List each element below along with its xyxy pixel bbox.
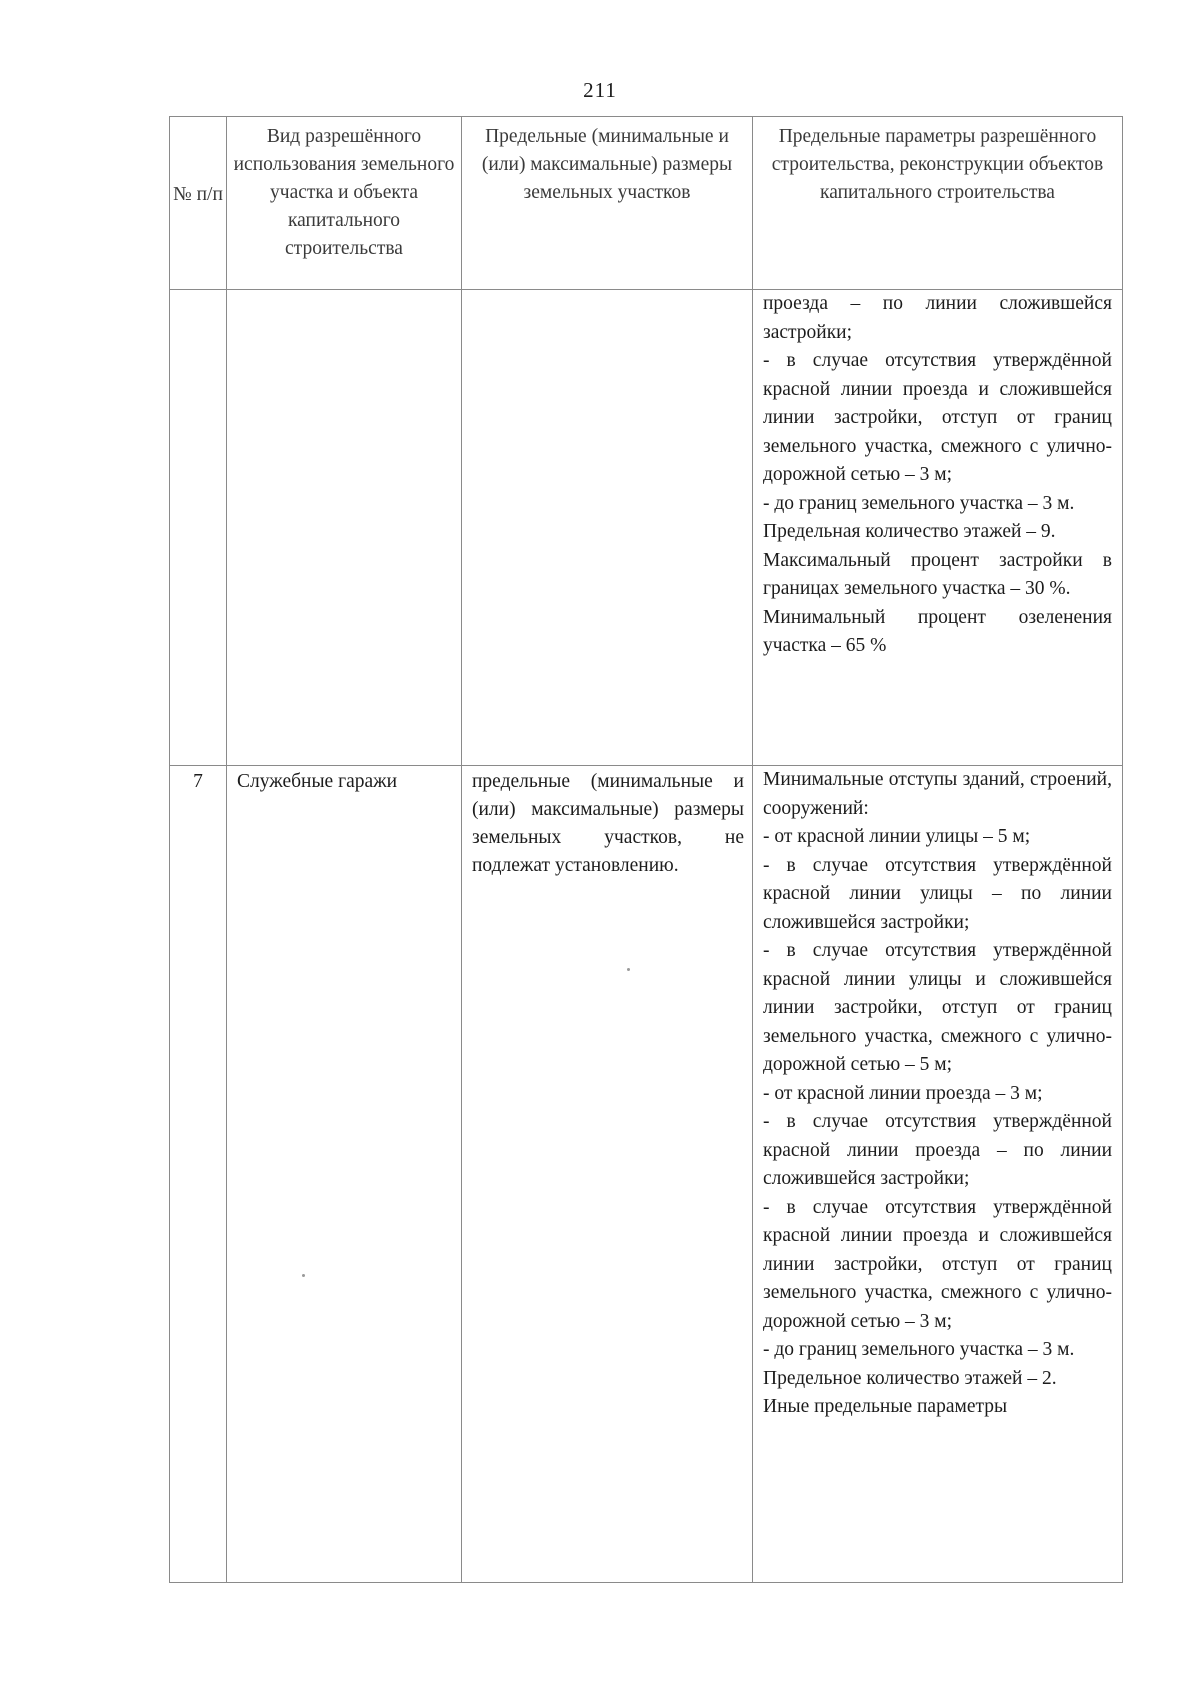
- header-number: [170, 117, 227, 290]
- cell-number-empty: [170, 290, 227, 766]
- plot-sizes-text: предельные (минимальные и (или) максимальные) размеры земельных участков, не подлежат установлению.: [472, 771, 744, 876]
- param-paragraph: Иные предельные параметры: [763, 1396, 1008, 1417]
- param-paragraph: - до границ земельного участка – 3 м.: [763, 1339, 1075, 1360]
- param-paragraph: Максимальный процент застройки в границах земельного участка – 30 %.: [763, 549, 1112, 599]
- cell-number: [170, 766, 227, 1583]
- table-row: [170, 766, 1123, 1583]
- header-use-type: [227, 117, 462, 290]
- use-type-text: Служебные гаражи: [237, 771, 398, 792]
- cell-use-empty: [227, 290, 462, 766]
- cell-use-type: [227, 766, 462, 1583]
- header-plot-sizes-label: Предельные (минимальные и (или) максимальные) размеры земельных участков: [481, 126, 733, 203]
- param-paragraph: - в случае отсутствия утверждённой красной линии проезда и сложившейся линии застройки, отступ от границ земельного участка, смежного с улично-дорожной сетью – 3 м;: [763, 1196, 1112, 1332]
- page-number: 211: [583, 78, 617, 102]
- scan-speck: [627, 968, 630, 971]
- param-paragraph: Предельное количество этажей – 2.: [763, 1367, 1057, 1389]
- table-header-row: [170, 117, 1123, 290]
- row-number: 7: [193, 771, 203, 792]
- header-parameters: [753, 117, 1123, 290]
- regulations-table: [169, 116, 1123, 1583]
- cell-plot-sizes: [462, 766, 753, 1583]
- param-paragraph: - в случае отсутствия утверждённой красной линии проезда и сложившейся линии застройки, отступ от границ земельного участка, смежного с улично-дорожной сетью – 3 м;: [763, 350, 1112, 485]
- param-paragraph: проезда – по линии сложившейся застройки;: [763, 293, 1112, 343]
- param-paragraph: - от красной линии проезда – 3 м;: [763, 1082, 1043, 1104]
- header-use-type-label: Вид разрешённого использования земельного участка и объекта капитального строительства: [233, 126, 455, 259]
- header-parameters-label: Предельные параметры разрешённого строительства, реконструкции объектов капитального строительства: [771, 126, 1104, 203]
- param-paragraph: Минимальный процент озеленения участка – 65 %: [763, 606, 1112, 656]
- param-paragraph: - в случае отсутствия утверждённой красной линии улицы – по линии сложившейся застройки;: [763, 854, 1112, 933]
- scan-speck: [302, 1274, 305, 1277]
- cell-sizes-empty: [462, 290, 753, 766]
- table-row-continuation: [170, 290, 1123, 766]
- param-paragraph: - в случае отсутствия утверждённой красной линии проезда – по линии сложившейся застройки;: [763, 1111, 1112, 1189]
- param-paragraph: - в случае отсутствия утверждённой красной линии улицы и сложившейся линии застройки, отступ от границ земельного участка, смежного с улично-дорожной сетью – 5 м;: [763, 940, 1112, 1075]
- cell-parameters-continuation: [753, 290, 1123, 766]
- param-paragraph: - от красной линии улицы – 5 м;: [763, 826, 1031, 847]
- header-plot-sizes: [462, 117, 753, 290]
- param-paragraph: Предельная количество этажей – 9.: [763, 521, 1056, 542]
- param-paragraph: Минимальные отступы зданий, строений, сооружений:: [763, 769, 1112, 819]
- param-paragraph: - до границ земельного участка – 3 м.: [763, 492, 1075, 514]
- header-number-label: № п/п: [173, 184, 223, 205]
- cell-parameters: [753, 766, 1123, 1583]
